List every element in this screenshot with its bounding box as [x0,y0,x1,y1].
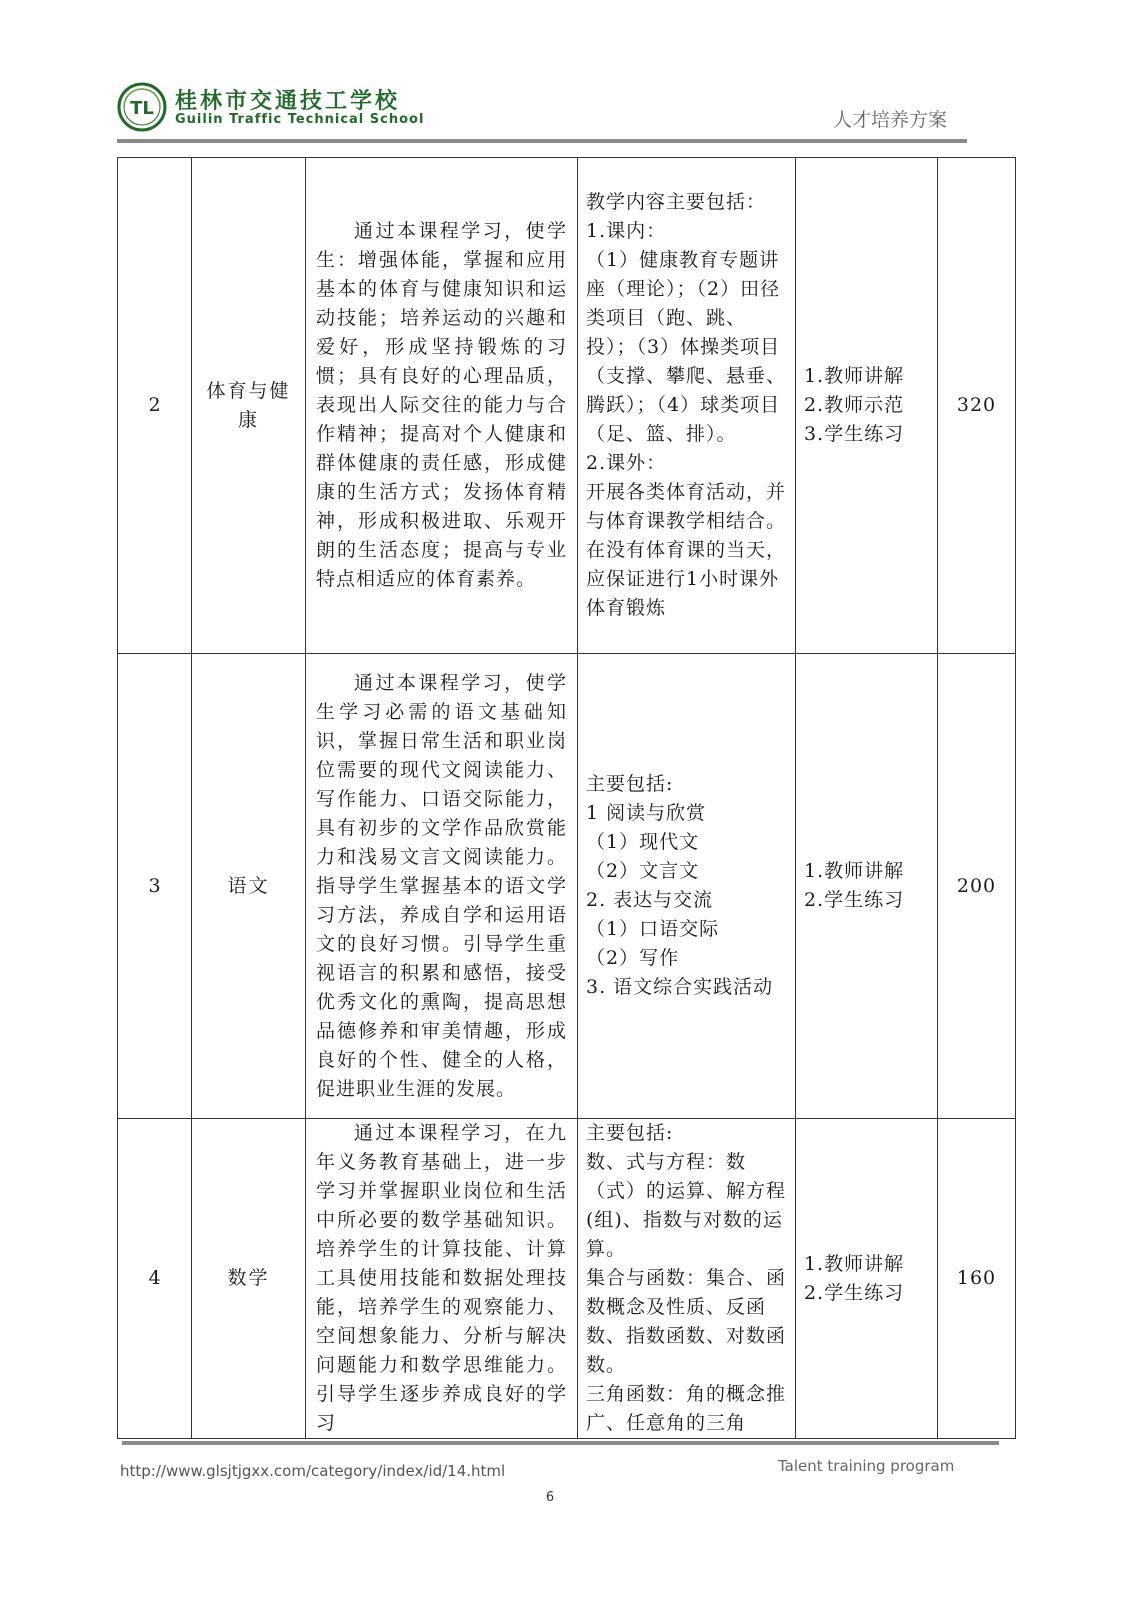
teaching-method: 1.教师讲解 2.教师示范 3.学生练习 [796,158,938,654]
course-name: 语文 [192,654,306,1119]
course-objective: 通过本课程学习，在九年义务教育基础上，进一步学习并掌握职业岗位和生活中所必要的数学基础知识。 培养学生的计算技能、计算工具使用技能和数据处理技能，培养学生的观察能力、空间想象能力、分析与解决问题能力和数学思维能力。引导学生逐步养成良好的学习 [306,1119,578,1439]
course-hours: 320 [938,158,1016,654]
curriculum-table [117,157,1016,1439]
footer-divider [122,1441,999,1445]
teaching-method: 1.教师讲解 2.学生练习 [796,1119,938,1439]
page-header [117,80,967,140]
footer-title: Talent training program [778,1457,955,1475]
school-logo-icon [117,82,167,132]
table-row [118,654,1016,1119]
table-row [118,158,1016,654]
course-number: 4 [118,1119,192,1439]
page-number: 6 [545,1490,555,1505]
logo-letters: TL [130,98,154,119]
course-objective: 通过本课程学习，使学生学习必需的语文基础知识，掌握日常生活和职业岗位需要的现代文阅读能力、写作能力、口语交际能力，具有初步的文学作品欣赏能力和浅易文言文阅读能力。指导学生掌握基本的语文学习方法，养成自学和运用语文的良好习惯。引导学生重视语言的积累和感悟，接受优秀文化的熏陶，提高思想品德修养和审美情趣，形成良好的个性、健全的人格，促进职业生涯的发展。 [306,654,578,1119]
table-row [118,1119,1016,1439]
course-hours: 160 [938,1119,1016,1439]
course-name: 体育与健康 [192,158,306,654]
header-divider [117,139,967,143]
course-name: 数学 [192,1119,306,1439]
course-number: 3 [118,654,192,1119]
course-content: 教学内容主要包括： 1.课内： （1）健康教育专题讲座（理论）；（2）田径类项目（跑、跳、投）；（3）体操类项目（支撑、攀爬、悬垂、腾跃）；（4）球类项目（足、篮、排）。 2.课外： 开展各类体育活动，并与体育课教学相结合。在没有体育课的当天，应保证进行1小时课外体育锻炼 [578,158,796,654]
document-title: 人才培养方案 [832,109,947,131]
teaching-method: 1.教师讲解 2.学生练习 [796,654,938,1119]
course-hours: 200 [938,654,1016,1119]
course-content: 主要包括: 1 阅读与欣赏 （1）现代文 （2）文言文 2. 表达与交流 （1）口语交际 （2）写作 3. 语文综合实践活动 [578,654,796,1119]
course-number: 2 [118,158,192,654]
course-content: 主要包括: 数、式与方程：数（式）的运算、解方程(组)、指数与对数的运算。 集合与函数：集合、函数概念及性质、反函数、指数函数、对数函数。 三角函数：角的概念推广、任意角的三角 [578,1119,796,1439]
school-name-en: Guilin Traffic Technical School [175,112,425,127]
school-name-cn: 桂林市交通技工学校 [175,89,401,114]
footer-url: http://www.glsjtjgxx.com/category/index/id/14.html [120,1462,506,1480]
course-objective: 通过本课程学习，使学生：增强体能，掌握和应用基本的体育与健康知识和运动技能；培养运动的兴趣和爱好，形成坚持锻炼的习惯；具有良好的心理品质，表现出人际交往的能力与合作精神；提高对个人健康和群体健康的责任感，形成健康的生活方式；发扬体育精神，形成积极进取、乐观开朗的生活态度；提高与专业特点相适应的体育素养。 [306,158,578,654]
